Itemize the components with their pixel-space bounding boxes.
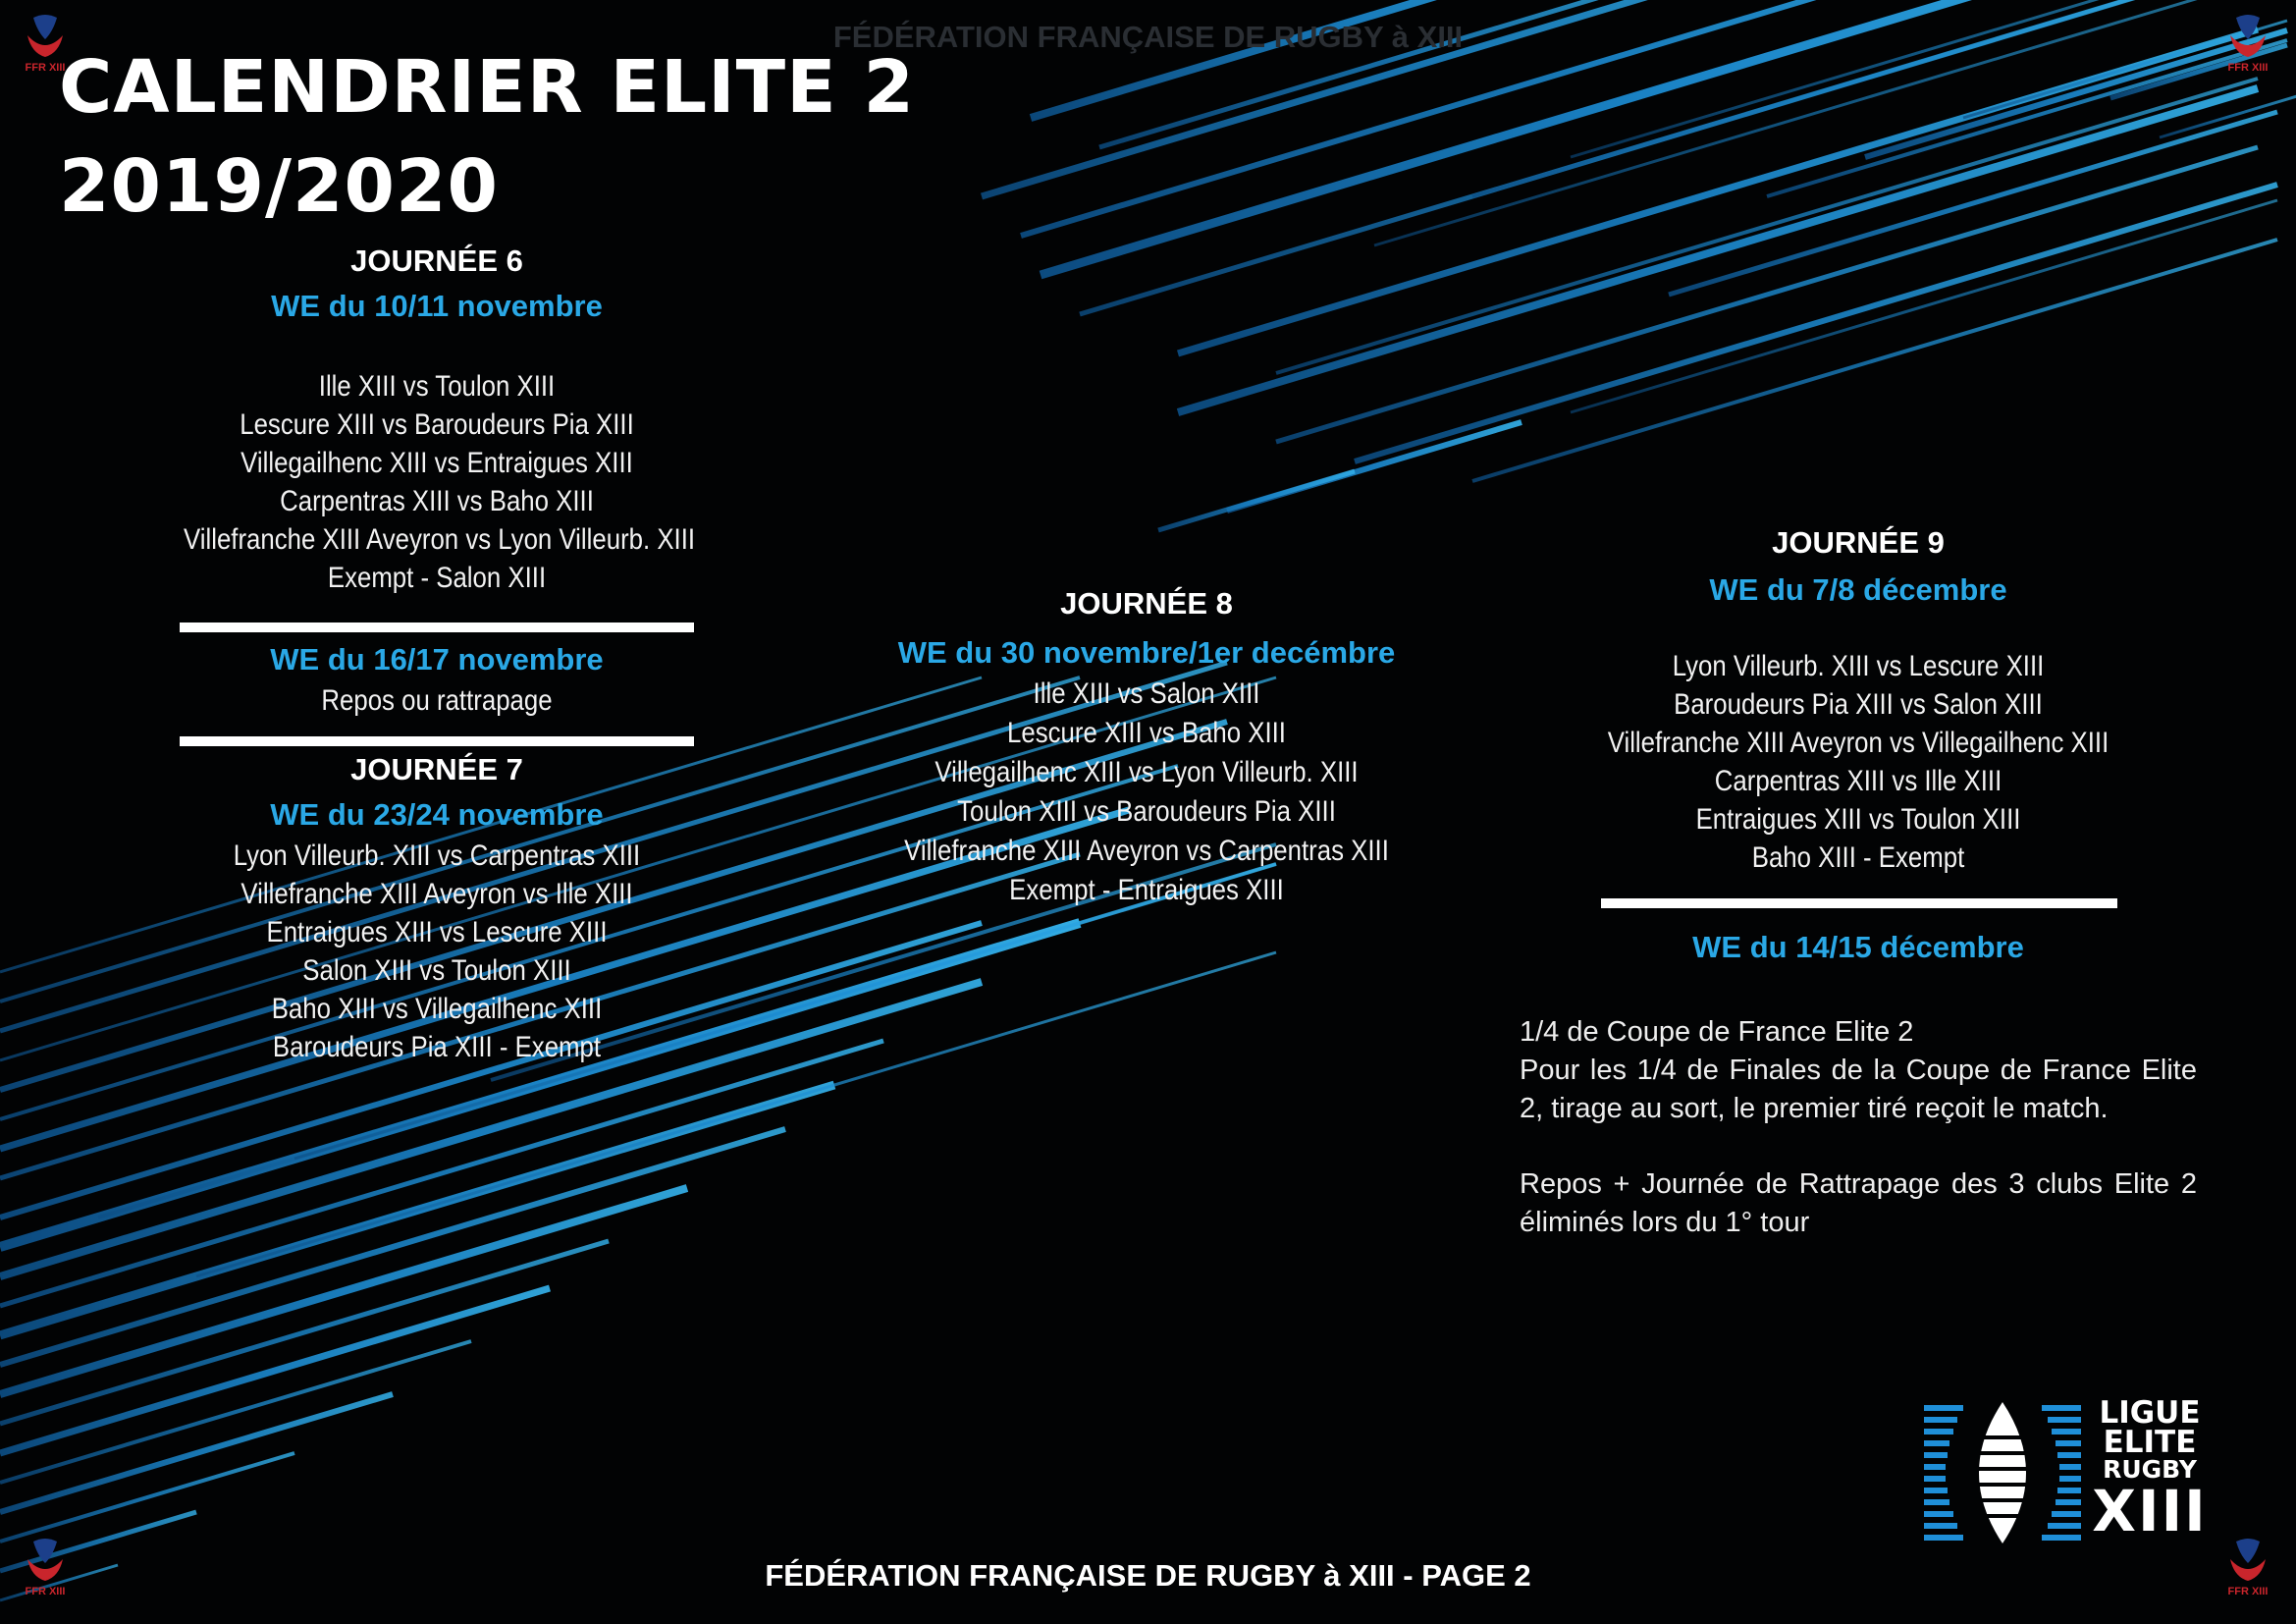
page-title-line2: 2019/2020 [59,144,499,229]
ligue-elite-logo [1924,1395,2218,1545]
rest1-block [142,642,731,720]
logo-text-xiii: XIII [2092,1478,2208,1544]
coupe-date-block [1564,930,2153,965]
journee9-match-list [1564,647,2153,877]
journee7-block [142,752,731,1066]
match-item: Villegailhenc XIII vs Lyon Villeurb. XIII [934,756,1359,788]
journee6-date: WE du 10/11 novembre [271,289,603,323]
match-item: Baroudeurs Pia XIII - Exempt [272,1031,602,1063]
match-item: Villefranche XIII Aveyron vs Carpentras XIII [904,835,1389,867]
match-item: Exempt - Salon XIII [327,562,547,594]
header-federation: FÉDÉRATION FRANÇAISE DE RUGBY à XIII [832,20,1464,54]
streak [0,1341,471,1483]
journee6-title: JOURNÉE 6 [350,244,523,278]
match-item: Carpentras XIII vs Baho XIII [280,485,594,517]
rest1-date: WE du 16/17 novembre [270,642,604,677]
journee8-title: JOURNÉE 8 [1060,586,1233,621]
match-item: Villefranche XIII Aveyron vs Lyon Villeurb. XIII [184,523,696,556]
journee6-block [142,244,731,597]
journee6-match-list [142,367,731,597]
match-item: Villegailhenc XIII vs Entraigues XIII [240,447,633,479]
coupe-para2: Repos + Journée de Rattrapage des 3 clubs Elite 2 éliminés lors du 1° tour [1520,1168,2197,1238]
coupe-line1: 1/4 de Coupe de France Elite 2 [1520,1016,1914,1048]
match-item: Baho XIII - Exempt [1751,841,1965,874]
journee9-title: JOURNÉE 9 [1772,525,1945,560]
journee7-match-list [142,837,731,1066]
journee9-date: WE du 7/8 décembre [1709,572,2007,607]
match-item: Carpentras XIII vs Ille XIII [1714,765,2002,797]
page-footer: FÉDÉRATION FRANÇAISE DE RUGBY à XIII - PAGE 2 [765,1558,1531,1593]
streak [1571,200,2277,412]
journee8-match-list [852,675,1441,910]
logo-text-rugby: RUGBY [2103,1455,2197,1484]
match-item: Entraigues XIII vs Lescure XIII [266,916,608,948]
streak [1031,0,1698,118]
match-item: Villefranche XIII Aveyron vs Ille XIII [240,878,633,910]
streak [0,1394,393,1512]
match-item: Lescure XIII vs Baho XIII [1007,717,1286,749]
rugby-ball-icon [1924,1398,2081,1545]
match-item: Baho XIII vs Villegailhenc XIII [271,993,603,1025]
match-item: Entraigues XIII vs Toulon XIII [1695,803,2021,836]
journee7-date: WE du 23/24 novembre [270,797,604,832]
match-item: Ille XIII vs Toulon XIII [318,370,556,403]
svg-text:FFR XIII: FFR XIII [2227,62,2269,73]
match-item: Lyon Villeurb. XIII vs Lescure XIII [1672,650,2045,682]
journee8-block [852,586,1441,910]
rest1-text: Repos ou rattrapage [321,684,553,717]
streak [1276,79,2258,373]
match-item: Lescure XIII vs Baroudeurs Pia XIII [240,408,634,441]
match-item: Baroudeurs Pia XIII vs Salon XIII [1674,688,2043,721]
divider [1601,898,2117,908]
match-item: Salon XIII vs Toulon XIII [302,954,571,987]
svg-text:FFR XIII: FFR XIII [2227,1586,2269,1597]
streak [1767,40,2287,196]
divider [180,736,694,746]
streak [0,1241,609,1424]
match-item: Lyon Villeurb. XIII vs Carpentras XIII [233,839,641,872]
match-item: Ille XIII vs Salon XIII [1033,677,1260,710]
streak [1276,147,2258,442]
svg-text:FFR XIII: FFR XIII [25,1586,66,1597]
divider [180,623,694,632]
match-item: Toulon XIII vs Baroudeurs Pia XIII [957,795,1336,828]
coupe-para1: Pour les 1/4 de Finales de la Coupe de France Elite 2, tirage au sort, le premier tiré reçoit le match. [1520,1055,2197,1124]
logo-text-ligue: LIGUE [2099,1395,2201,1431]
match-item: Exempt - Entraigues XIII [1009,874,1284,906]
journee8-date: WE du 30 novembre/1er decémbre [897,635,1396,670]
ligue-elite-logo-text [2081,1395,2218,1544]
coupe-date: WE du 14/15 décembre [1692,930,2024,964]
svg-text:FFR XIII: FFR XIII [25,62,66,73]
streak [1472,240,2277,481]
page-title-line1: CALENDRIER ELITE 2 [59,45,915,130]
journee7-title: JOURNÉE 7 [350,752,523,786]
coupe-info [1520,1013,2197,1242]
ffr-logo-top-right [2216,10,2279,73]
streak [1355,185,2277,461]
match-item: Villefranche XIII Aveyron vs Villegailhenc XIII [1607,727,2109,759]
streak [1158,471,1355,530]
streak [0,1129,785,1365]
journee9-block [1564,525,2153,877]
logo-text-elite: ELITE [2103,1425,2197,1460]
